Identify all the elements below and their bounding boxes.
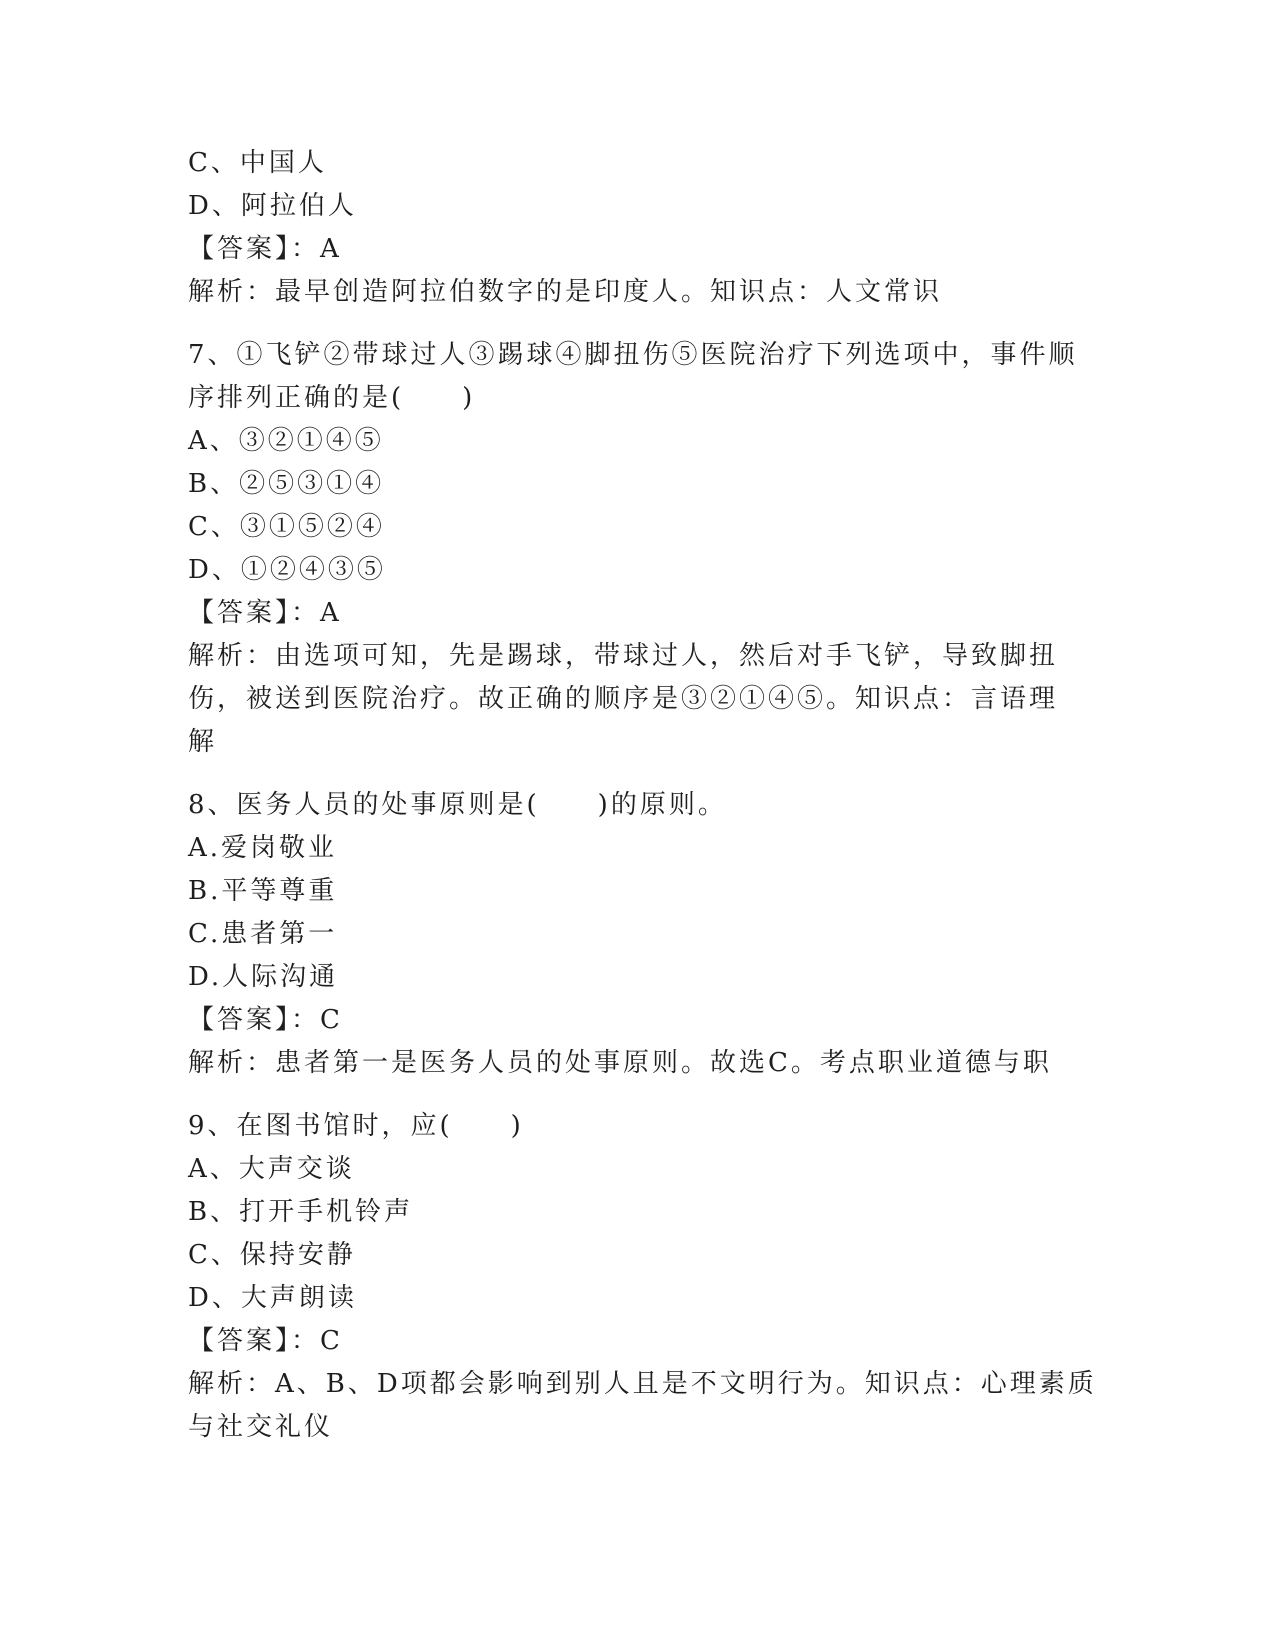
question-stem: 8、医务人员的处事原则是( )的原则。 [188,790,727,820]
answer-line: 【答案】：C [188,1005,343,1035]
analysis-line: 与社交礼仪 [188,1412,334,1442]
analysis-line: 解析：由选项可知，先是踢球，带球过人，然后对手飞铲，导致脚扭 [188,641,1059,671]
option-d: D、阿拉伯人 [188,191,357,221]
option-b: B.平等尊重 [188,876,338,906]
question-stem: 9、在图书馆时，应( ) [188,1111,524,1141]
option-c: C、中国人 [188,148,327,178]
option-c: C.患者第一 [188,919,338,949]
answer-line: 【答案】：A [188,598,342,628]
option-a: A、大声交谈 [188,1154,355,1184]
option-d: D、大声朗读 [188,1283,357,1313]
answer-line: 【答案】：C [188,1326,343,1356]
option-b: B、②⑤③①④ [188,469,385,499]
answer-line: 【答案】：A [188,234,342,264]
question-9 [188,1105,1097,1449]
option-d: D、①②④③⑤ [188,555,386,585]
option-c: C、保持安静 [188,1240,356,1270]
question-8 [188,784,1088,1085]
question-6-tail [188,142,1088,314]
analysis-line: 解析：患者第一是医务人员的处事原则。故选C。考点职业道德与职 [188,1048,1052,1078]
option-c: C、③①⑤②④ [188,512,385,542]
analysis-line: 解析：A、B、D项都会影响到别人且是不文明行为。知识点：心理素质 [188,1369,1097,1399]
question-stem: 7、①飞铲②带球过人③踢球④脚扭伤⑤医院治疗下列选项中，事件顺 [188,340,1078,370]
analysis-line: 解 [188,727,218,757]
analysis-line: 解析：最早创造阿拉伯数字的是印度人。知识点：人文常识 [188,277,943,307]
question-stem: 序排列正确的是( ) [188,383,476,413]
analysis-line: 伤，被送到医院治疗。故正确的顺序是③②①④⑤。知识点：言语理 [188,684,1059,714]
question-7 [188,334,1088,764]
option-d: D.人际沟通 [188,962,339,992]
option-a: A.爱岗敬业 [188,833,338,863]
question-content [188,142,1097,1449]
option-b: B、打开手机铃声 [188,1197,414,1227]
option-a: A、③②①④⑤ [188,426,384,456]
